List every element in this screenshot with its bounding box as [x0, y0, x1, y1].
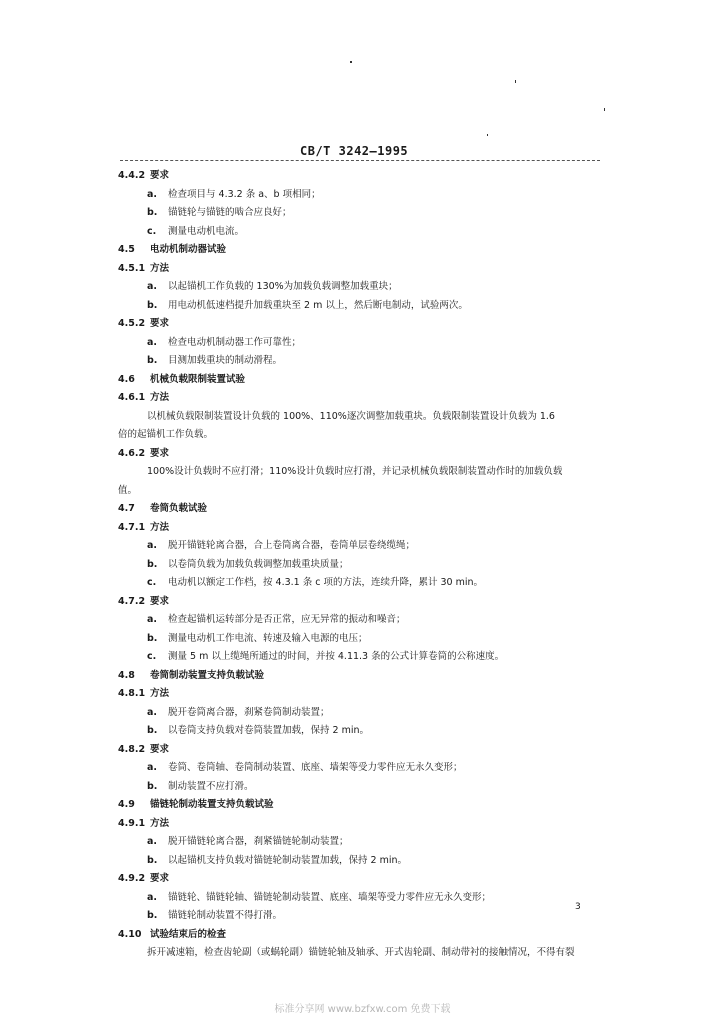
section-heading [118, 445, 594, 464]
section-number: 4.5 [118, 244, 135, 255]
section-heading [118, 167, 594, 186]
list-item-text: 脱开锚链轮离合器，刹紧锚链轮制动装置； [168, 836, 349, 847]
list-item-text: 检查电动机制动器工作可靠性； [168, 336, 302, 348]
section-number: 4.7 [118, 503, 135, 514]
list-item [118, 778, 594, 797]
list-item [118, 278, 594, 297]
section-heading [118, 815, 594, 834]
section-heading [118, 315, 594, 334]
list-item-text: 测量 5 m 以上缆绳所通过的时间，并按 4.11.3 条的公式计算卷筒的公称速度。 [168, 651, 505, 662]
page-number: 3 [575, 902, 581, 912]
section-heading [118, 741, 594, 760]
list-item [118, 648, 594, 667]
section-number: 4.7.1 [118, 521, 146, 533]
list-item-text: 以起锚机工作负载的 130%为加载负载调整加载重块； [168, 281, 398, 292]
section-heading [118, 796, 594, 815]
section-heading [118, 593, 594, 612]
list-marker: b. [147, 558, 158, 570]
list-item-text: 电动机以额定工作档，按 4.3.1 条 c 项的方法，连续升降，累计 30 min。 [168, 577, 484, 588]
list-item-text: 制动装置不应打滑。 [168, 780, 254, 792]
section-number: 4.6 [118, 373, 135, 385]
section-number: 4.8.1 [118, 688, 146, 699]
list-item-text: 测量电动机工作电流、转速及输入电源的电压； [168, 632, 368, 644]
section-number: 4.8 [118, 669, 135, 681]
section-number: 4.5.1 [118, 262, 146, 274]
list-item [118, 852, 594, 871]
list-marker: a. [147, 281, 158, 292]
section-title: 方法 [150, 521, 170, 533]
list-item-text: 以卷筒负载为加载负载调整加载重块质量； [168, 558, 349, 570]
section-title: 试验结束后的检查 [150, 928, 227, 940]
list-item-text: 锚链轮制动装置不得打滑。 [168, 910, 283, 921]
list-item-text: 以卷筒支持负载对卷筒装置加载，保持 2 min。 [168, 725, 369, 736]
section-number: 4.9.1 [118, 817, 146, 829]
list-marker: b. [147, 632, 158, 644]
section-title: 要求 [150, 873, 170, 884]
list-item [118, 223, 594, 242]
section-heading [118, 926, 594, 945]
section-number: 4.9 [118, 799, 135, 810]
section-title: 电动机制动器试验 [150, 244, 227, 255]
section-heading [118, 870, 594, 889]
list-item [118, 722, 594, 741]
list-item [118, 186, 594, 205]
scan-speck [604, 108, 605, 111]
section-heading [118, 685, 594, 704]
section-number: 4.7.2 [118, 595, 146, 607]
list-marker: a. [147, 706, 158, 718]
section-title: 方法 [150, 392, 170, 403]
section-title: 方法 [150, 817, 170, 829]
watermark-text: 标准分享网 www.bzfxw.com 免费下载 [274, 1004, 451, 1015]
section-title: 方法 [150, 688, 170, 699]
list-marker: a. [147, 836, 158, 847]
list-marker: a. [147, 336, 158, 348]
list-item-text: 检查项目与 4.3.2 条 a、b 项相同； [168, 188, 321, 200]
list-item [118, 556, 594, 575]
list-marker: b. [147, 207, 158, 218]
scan-speck [487, 134, 488, 136]
list-item-text: 卷筒、卷筒轴、卷筒制动装置、底座、墙架等受力零件应无永久变形； [168, 762, 463, 773]
list-marker: c. [147, 651, 157, 662]
section-heading [118, 389, 594, 408]
list-item-text: 用电动机低速档提升加载重块至 2 m 以上，然后断电制动，试验两次。 [168, 299, 468, 311]
list-item [118, 297, 594, 316]
list-item [118, 204, 594, 223]
list-item [118, 630, 594, 649]
section-title: 机械负载限制装置试验 [150, 373, 246, 385]
paragraph-line: 100%设计负载时不应打滑；110%设计负载时应打滑，并记录机械负载限制装置动作时的加载负载 [147, 466, 563, 477]
section-heading [118, 500, 594, 519]
scan-speck [350, 61, 352, 63]
list-item-text: 以起锚机支持负载对锚链轮制动装置加载，保持 2 min。 [168, 854, 407, 866]
list-item-text: 脱开锚链轮离合器，合上卷筒离合器，卷筒单层卷绕缆绳； [168, 540, 416, 551]
section-heading [118, 667, 594, 686]
list-item-text: 锚链轮、锚链轮轴、锚链轮制动装置、底座、墙架等受力零件应无永久变形； [168, 891, 492, 903]
section-title: 锚链轮制动装置支持负载试验 [150, 799, 274, 810]
list-marker: c. [147, 225, 157, 237]
list-marker: a. [147, 188, 158, 200]
section-number: 4.4.2 [118, 170, 146, 181]
scan-speck [515, 80, 516, 83]
list-marker: b. [147, 780, 158, 792]
section-heading [118, 241, 594, 260]
list-marker: b. [147, 725, 158, 736]
list-item [118, 889, 594, 908]
list-item [118, 352, 594, 371]
section-title: 要求 [150, 447, 170, 459]
section-title: 要求 [150, 318, 170, 329]
list-marker: a. [147, 762, 158, 773]
list-item-text: 脱开卷筒离合器，刹紧卷筒制动装置； [168, 706, 330, 718]
list-item-text: 锚链轮与锚链的啮合应良好； [168, 207, 292, 218]
list-item [118, 759, 594, 778]
section-title: 要求 [150, 170, 170, 181]
header-rule [120, 160, 600, 161]
list-marker: a. [147, 614, 158, 625]
list-item-text: 测量电动机电流。 [168, 225, 245, 237]
section-title: 要求 [150, 743, 170, 755]
section-number: 4.8.2 [118, 743, 146, 755]
list-marker: a. [147, 891, 158, 903]
section-title: 卷筒制动装置支持负载试验 [150, 669, 265, 681]
paragraph-continuation: 倍的起锚机工作负载。 [118, 429, 214, 440]
list-item [118, 574, 594, 593]
section-number: 4.6.2 [118, 447, 146, 459]
section-number: 4.9.2 [118, 873, 146, 884]
section-title: 要求 [150, 595, 170, 607]
list-item [118, 611, 594, 630]
section-heading [118, 519, 594, 538]
section-number: 4.10 [118, 928, 142, 940]
list-item [118, 833, 594, 852]
section-heading [118, 371, 594, 390]
document-body [118, 167, 594, 963]
paragraph-continuation: 值。 [118, 484, 138, 496]
section-title: 方法 [150, 262, 170, 274]
list-marker: a. [147, 540, 158, 551]
list-marker: b. [147, 910, 158, 921]
section-number: 4.5.2 [118, 318, 146, 329]
section-number: 4.6.1 [118, 392, 146, 403]
list-item-text: 目测加载重块的制动滑程。 [168, 355, 283, 366]
list-item [118, 704, 594, 723]
list-item-text: 检查起锚机运转部分是否正常，应无异常的振动和噪音； [168, 614, 406, 625]
paragraph-line: 拆开减速箱，检查齿轮副（或蜗轮副）锚链轮轴及轴承、开式齿轮副、制动带衬的接触情况，不得有裂 [147, 947, 575, 958]
list-marker: b. [147, 854, 158, 866]
list-marker: b. [147, 355, 158, 366]
section-title: 卷筒负载试验 [150, 503, 208, 514]
standard-number-header: CB/T 3242—1995 [300, 144, 409, 158]
list-marker: b. [147, 299, 158, 311]
list-marker: c. [147, 577, 157, 588]
list-item [118, 334, 594, 353]
section-heading [118, 260, 594, 279]
list-item [118, 537, 594, 556]
list-item [118, 907, 594, 926]
paragraph-line: 以机械负载限制装置设计负载的 100%、110%逐次调整加载重块。负载限制装置设计负载为 1.6 [147, 410, 555, 422]
